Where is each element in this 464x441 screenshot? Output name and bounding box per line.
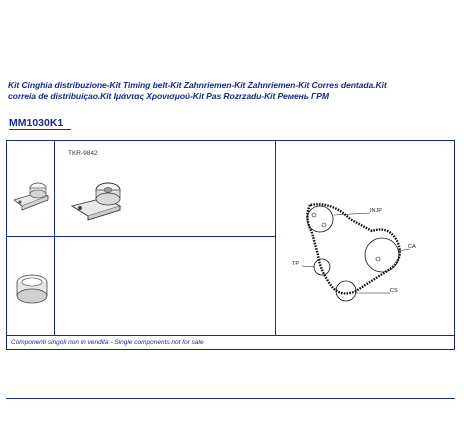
kit-code: MM1030K1 (9, 117, 64, 129)
kit-code-underline (9, 129, 71, 130)
kit-title (8, 80, 458, 101)
tensioner-thumbnail-image (10, 178, 52, 213)
label-ca: CA (408, 244, 416, 250)
column-divider-left (54, 140, 55, 336)
belt-routing-diagram (290, 195, 420, 310)
bottom-rule (6, 398, 455, 399)
row-divider (6, 236, 276, 237)
timing-belt-image (14, 272, 50, 308)
tensioner-part-image (70, 180, 130, 222)
label-cs: CS (390, 288, 398, 294)
footer-note: Componenti singoli non in vendita - Single components not for sale (6, 336, 455, 350)
kit-title-line-1: Kit Cinghia distribuzione-Kit Timing belt-Kit Zahnriemen-Kit Zahnriemen-Kit Corres dentada.Kit (8, 80, 387, 90)
injection-pump-pulley (307, 206, 333, 232)
label-injp: INJP (370, 208, 382, 214)
part-ref-label: TKR-9842 (68, 150, 98, 157)
camshaft-pulley (365, 238, 399, 272)
kit-title-line-2: correia de distribuiçao.Kit Ιμάντας Χρονισμού-Kit Pas Rozrzadu-Kit Ремень ГРМ (8, 90, 329, 101)
column-divider-right (275, 140, 276, 336)
label-tp: TP (292, 261, 300, 267)
